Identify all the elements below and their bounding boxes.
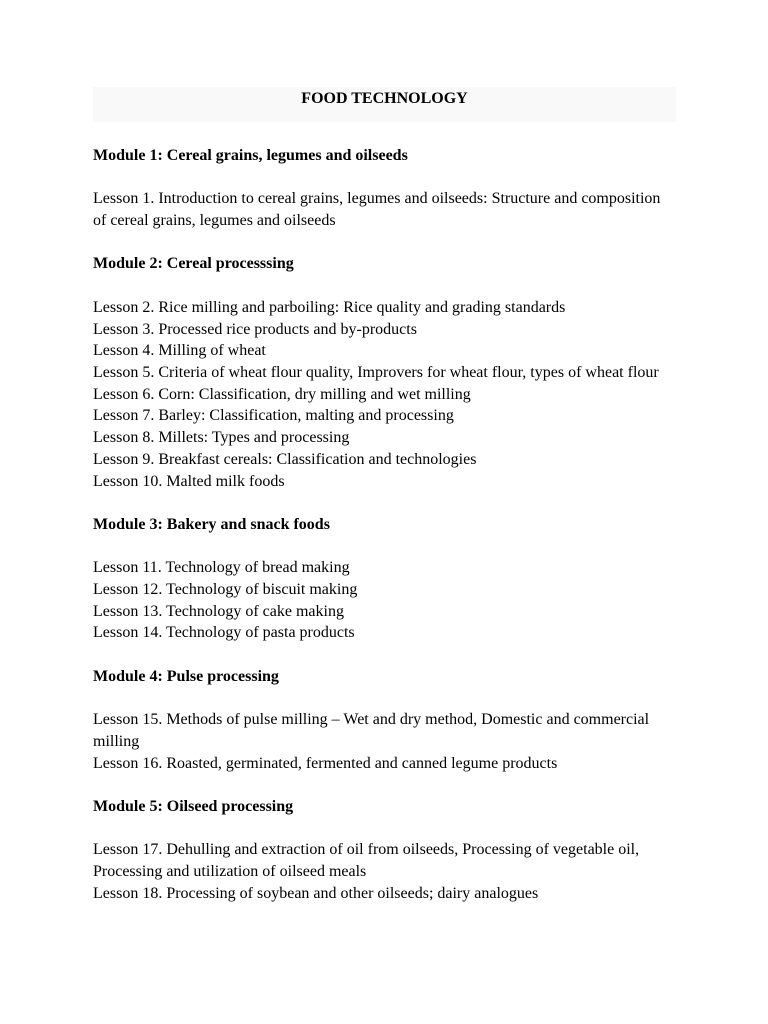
spacer (93, 536, 676, 558)
lesson-item: Lesson 11. Technology of bread making (93, 559, 350, 577)
lesson-item: Lesson 4. Milling of wheat (93, 342, 266, 360)
spacer (93, 492, 676, 514)
module-heading: Module 3: Bakery and snack foods (93, 515, 330, 533)
lesson-item: Lesson 13. Technology of cake making (93, 602, 344, 620)
module-3 (93, 514, 676, 644)
module-5 (93, 796, 676, 905)
lesson-item: Lesson 17. Dehulling and extraction of oil from oilseeds, Processing of vegetable oil, Processing and utilization of oilseed meals (93, 841, 640, 881)
spacer (93, 275, 676, 297)
lesson-item: Lesson 18. Processing of soybean and other oilseeds; dairy analogues (93, 884, 539, 902)
spacer (93, 644, 676, 666)
lesson-item: Lesson 16. Roasted, germinated, fermented and canned legume products (93, 754, 558, 772)
lesson-item: Lesson 14. Technology of pasta products (93, 624, 355, 642)
lesson-item: Lesson 10. Malted milk foods (93, 472, 285, 490)
lesson-item: Lesson 8. Millets: Types and processing (93, 429, 350, 447)
lesson-list (93, 839, 676, 904)
module-1 (93, 145, 676, 232)
lesson-list (93, 557, 676, 644)
spacer (93, 122, 676, 145)
lesson-item: Lesson 2. Rice milling and parboiling: Rice quality and grading standards (93, 298, 566, 316)
module-heading: Module 1: Cereal grains, legumes and oilseeds (93, 147, 408, 164)
module-heading: Module 5: Oilseed processing (93, 797, 294, 815)
spacer (93, 774, 676, 796)
spacer (93, 687, 676, 709)
spacer (93, 818, 676, 840)
lesson-list (93, 297, 676, 492)
lesson-item: Lesson 15. Methods of pulse milling – Wet and dry method, Domestic and commercial milling (93, 711, 650, 750)
document-page (93, 87, 676, 904)
lesson-list (93, 709, 676, 774)
module-2 (93, 253, 676, 492)
module-4 (93, 666, 676, 775)
lesson-item: Lesson 9. Breakfast cereals: Classification and technologies (93, 450, 477, 468)
document-title: FOOD TECHNOLOGY (93, 87, 676, 122)
lesson-item: Lesson 3. Processed rice products and by-products (93, 320, 417, 338)
module-heading: Module 2: Cereal processsing (93, 255, 294, 273)
lesson-item: Lesson 12. Technology of biscuit making (93, 580, 358, 598)
spacer (93, 232, 676, 254)
lesson-item: Lesson 7. Barley: Classification, malting and processing (93, 407, 454, 425)
spacer (93, 167, 676, 189)
lesson-item: Lesson 6. Corn: Classification, dry milling and wet milling (93, 385, 471, 403)
lesson-item: Lesson 5. Criteria of wheat flour quality, Improvers for wheat flour, types of wheat flour (93, 363, 659, 381)
lesson-list (93, 188, 676, 231)
module-heading: Module 4: Pulse processing (93, 667, 279, 685)
lesson-item: Lesson 1. Introduction to cereal grains, legumes and oilseeds: Structure and composition of cereal grains, legumes and oilseeds (93, 190, 661, 230)
